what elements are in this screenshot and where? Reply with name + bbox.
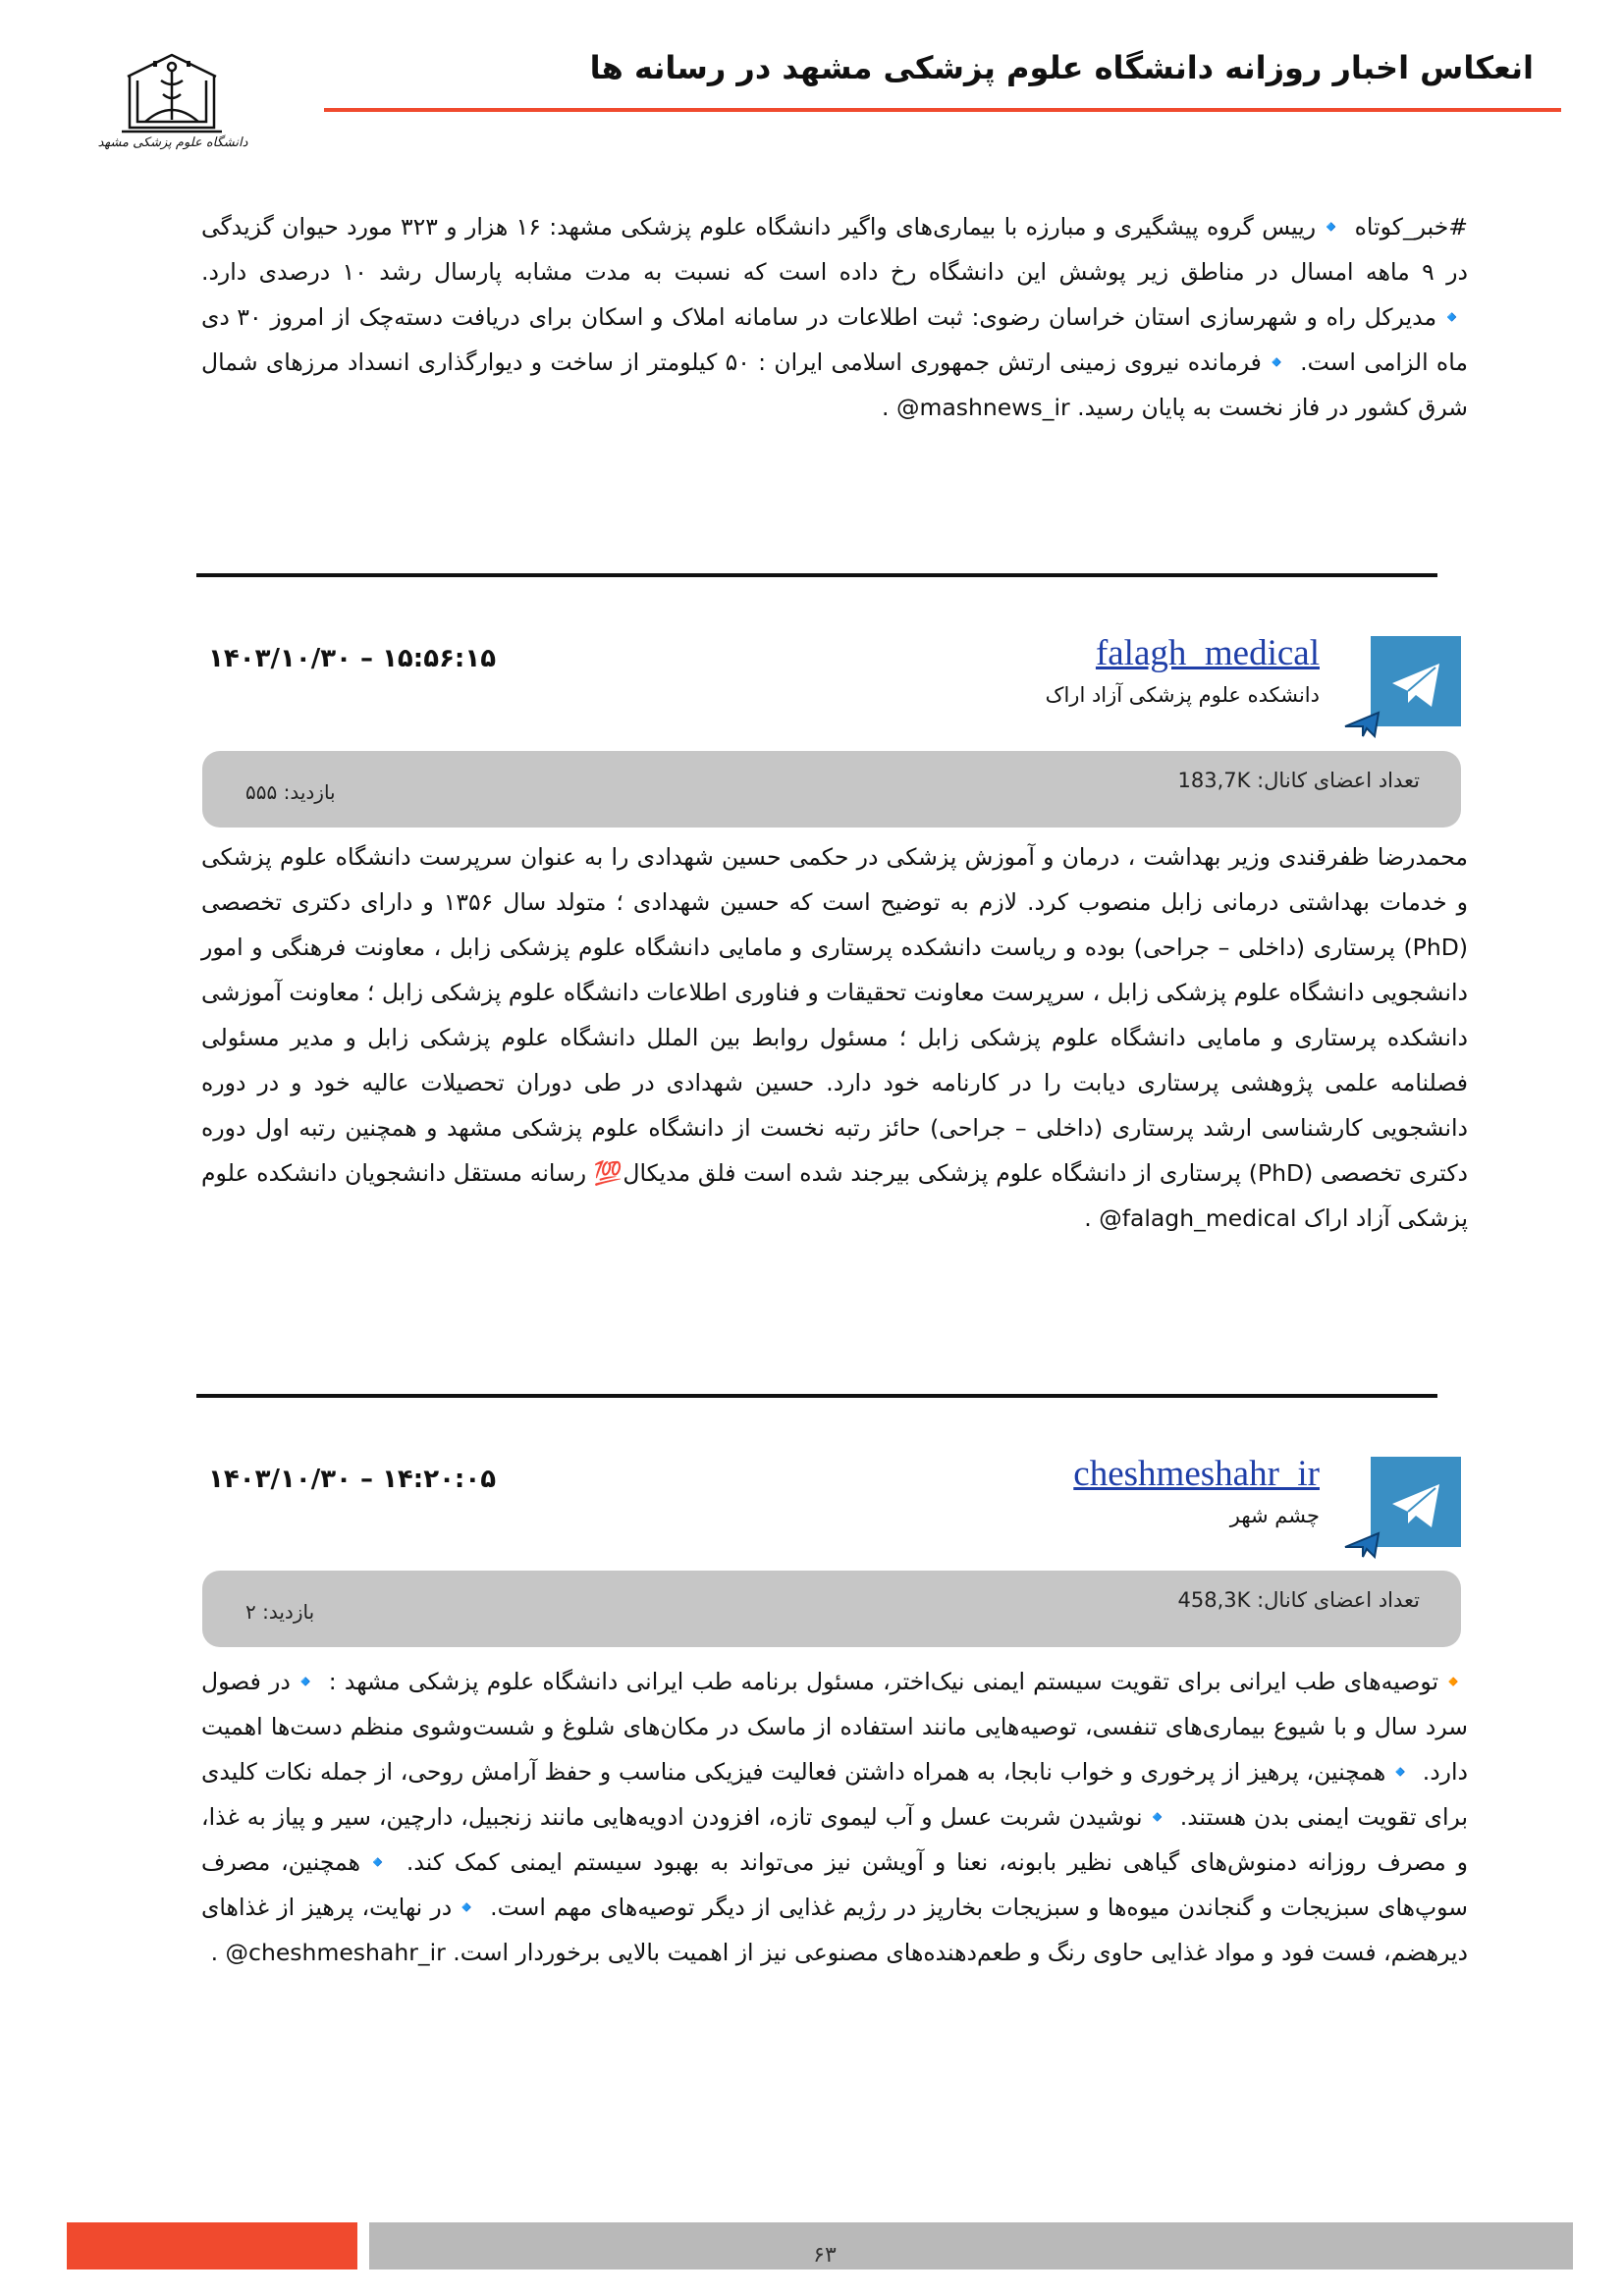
footer-accent-bar [67,2222,357,2269]
channel-subtitle: دانشکده علوم پزشکی آزاد اراک [1045,683,1320,707]
page-header-title: انعکاس اخبار روزانه دانشگاه علوم پزشکی مشهد در رسانه ها [589,49,1534,86]
post-stats-bar [202,751,1461,828]
channel-subtitle: چشم شهر [1229,1504,1320,1527]
post-views-count: بازدید: ۲ [245,1600,315,1624]
footer-gray-bar [369,2222,1573,2269]
channel-link-cheshmeshahr-ir[interactable]: cheshmeshahr_ir [1073,1454,1320,1494]
post-body-text: 🔸توصیه‌های طب ایرانی برای تقویت سیستم ایمنی نیک‌اختر، مسئول برنامه طب ایرانی دانشگاه علوم پزشکی مشهد : 🔹در فصول سرد سال و با شیوع بیماری‌های تنفسی، توصیه‌هایی مانند استفاده از ماسک در مکان‌های شلوغ و شست‌وشوی منظم دست‌ها اهمیت دارد. 🔹همچنین، پرهیز از پرخوری و خواب نابجا، به همراه داشتن فعالیت فیزیکی مناسب و حفظ آرامش روحی، از جمله نکات کلیدی برای تقویت ایمنی بدن هستند. 🔹نوشیدن شربت عسل و آب لیموی تازه، افزودن ادویه‌هایی مانند زنجبیل، دارچین، سیر و پیاز به غذا، و مصرف روزانه دمنوش‌های گیاهی نظیر بابونه، نعنا و آویشن نیز می‌تواند به بهبود سیستم ایمنی کمک کند. 🔹همچنین، مصرف سوپ‌های سبزیجات و گنجاندن میوه‌ها و سبزیجات بخارپز در رژیم غذایی از دیگر توصیه‌های مهم است. 🔹در نهایت، پرهیز از غذاهای دیرهضم، فست فود و مواد غذایی حاوی رنگ و طعم‌دهنده‌های مصنوعی نیز از اهمیت بالایی برخوردار است. ‎@cheshmeshahr_ir . [201,1668,1468,1966]
header-divider [324,108,1561,112]
channel-link-falagh-medical[interactable]: falagh_medical [1095,633,1320,673]
post-body-text: محمدرضا ظفرقندی وزیر بهداشت ، درمان و آموزش پزشکی در حکمی حسین شهدادی را به عنوان سرپرست دانشگاه علوم پزشکی و خدمات بهداشتی درمانی زابل منصوب کرد. لازم به توضیح است که حسین شهدادی ؛ متولد سال ۱۳۵۶ و دارای دکتری تخصصی (PhD) پرستاری (داخلی – جراحی) بوده و ریاست دانشکده پرستاری و مامایی دانشگاه علوم پزشکی زابل ، معاونت فرهنگی و امور دانشجویی دانشگاه علوم پزشکی زابل ، سرپرست معاونت تحقیقات و فناوری اطلاعات دانشگاه علوم پزشکی زابل ؛ معاونت آموزشی دانشکده پرستاری و مامایی دانشگاه علوم پزشکی زابل ؛ مسئول روابط بین الملل دانشگاه علوم پزشکی زابل و مدیر مسئولی فصلنامه علمی پژوهشی پرستاری دیابت را در کارنامه خود دارد. حسین شهدادی در طی دوران تحصیلات عالیه خود و در دوره دانشجویی کارشناسی ارشد پرستاری (داخلی – جراحی) حائز رتبه نخست از دانشگاه علوم پزشکی مشهد و همچنین رتبه اول دوره دکتری تخصصی (PhD) پرستاری از دانشگاه علوم پزشکی بیرجند شده است فلق مدیکال💯 رسانه مستقل دانشجویان دانشکده علوم پزشکی آزاد اراک ‎@falagh_medical . [201,843,1468,1232]
logo-caption: دانشگاه علوم پزشکی مشهد [97,135,248,150]
post-views-count: بازدید: ۵۵۵ [245,780,336,804]
page-number: ۶۳ [813,2243,837,2268]
telegram-icon [1341,634,1463,742]
intro-news-text: #خبر_کوتاه 🔹رییس گروه پیشگیری و مبارزه با بیماری‌های واگیر دانشگاه علوم پزشکی مشهد: ۱۶ هزار و ۳۲۳ مورد حیوان گزیدگی در ۹ ماهه امسال در مناطق زیر پوشش این دانشگاه رخ داده است که نسبت به مدت مشابه پارسال رشد ۱۰ درصدی دارد. 🔹مدیرکل راه و شهرسازی استان خراسان رضوی: ثبت اطلاعات در سامانه املاک و اسکان برای دریافت دسته‌چک از امروز ۳۰ دی ماه الزامی است. 🔹فرمانده نیروی زمینی ارتش جمهوری اسلامی ایران : ۵۰ کیلومتر از ساخت و دیوارگذاری انسداد مرزهای شمال شرق کشور در فاز نخست به پایان رسید. ‎@mashnews_ir . [201,213,1468,421]
post-datetime: ۱۴:۲۰:۰۵ – ۱۴۰۳/۱۰/۳۰ [208,1465,497,1494]
post-datetime: ۱۵:۵۶:۱۵ – ۱۴۰۳/۱۰/۳۰ [208,644,497,673]
post-stats-bar [202,1571,1461,1647]
telegram-icon [1341,1455,1463,1563]
section-separator [196,1394,1437,1398]
section-separator [196,573,1437,577]
channel-members-count: تعداد اعضای کانال: 458,3K [1177,1588,1420,1612]
channel-members-count: تعداد اعضای کانال: 183,7K [1177,769,1420,792]
